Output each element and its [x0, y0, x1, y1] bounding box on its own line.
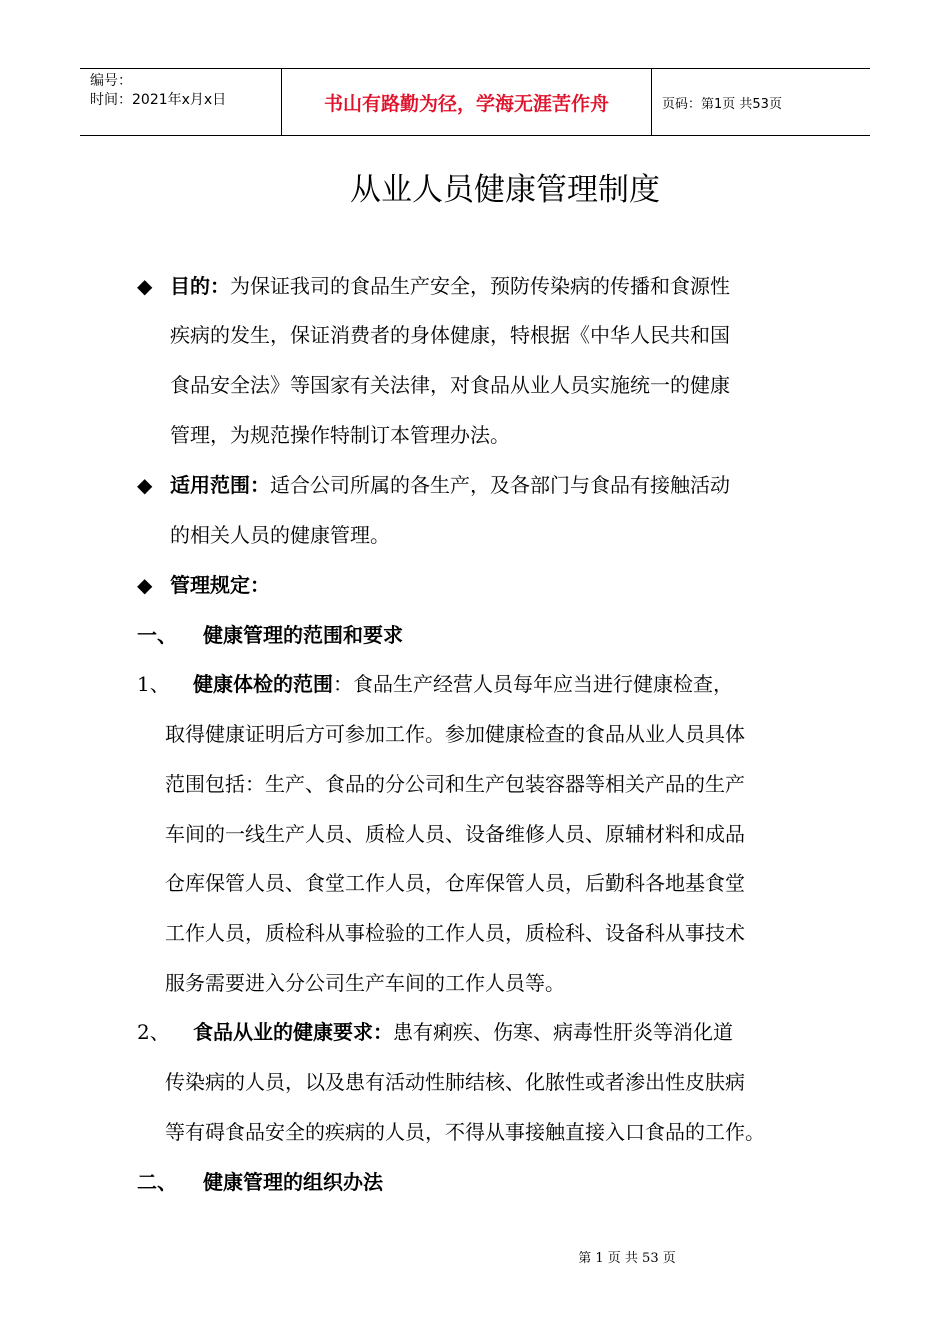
- heading-2-number: 二、: [137, 1170, 177, 1194]
- header-left-cell: [80, 69, 281, 135]
- header-page-info: 页码：第1页 共53页: [662, 96, 782, 112]
- bullet-purpose-icon: ◆: [137, 274, 153, 298]
- item-2-line-1: [193, 1019, 733, 1045]
- purpose-line-2: 疾病的发生，保证消费者的身体健康，特根据《中华人民共和国: [170, 323, 730, 347]
- heading-2-text: 健康管理的组织办法: [203, 1170, 383, 1194]
- item-1-line-6: 工作人员，质检科从事检验的工作人员，质检科、设备科从事技术: [165, 921, 745, 945]
- item-1-label: 健康体检的范围: [193, 672, 333, 696]
- purpose-line-4: 管理，为规范操作特制订本管理办法。: [170, 423, 510, 447]
- bullet-rules-icon: ◆: [137, 573, 153, 597]
- page-footer: 第 1 页 共 53 页: [578, 1251, 676, 1266]
- scope-label: 适用范围：: [170, 473, 270, 497]
- item-2-number: 2、: [137, 1020, 170, 1044]
- item-1-number: 1、: [137, 672, 170, 696]
- item-1-line-2: 取得健康证明后方可参加工作。参加健康检查的食品从业人员具体: [165, 722, 745, 746]
- rules-label: 管理规定：: [170, 573, 270, 597]
- header-table: [80, 68, 870, 136]
- item-1-line-1: [193, 671, 733, 697]
- item-1-text-1: ：食品生产经营人员每年应当进行健康检查，: [333, 672, 733, 696]
- item-2-line-3: 等有碍食品安全的疾病的人员，不得从事接触直接入口食品的工作。: [165, 1120, 765, 1144]
- header-motto: 书山有路勤为径，学海无涯苦作舟: [281, 69, 652, 135]
- item-2-line-2: 传染病的人员，以及患有活动性肺结核、化脓性或者渗出性皮肤病: [165, 1070, 745, 1094]
- item-2-text-1: 患有痢疾、伤寒、病毒性肝炎等消化道: [393, 1020, 733, 1044]
- item-1-line-4: 车间的一线生产人员、质检人员、设备维修人员、原辅材料和成品: [165, 822, 745, 846]
- purpose-line-3: 食品安全法》等国家有关法律，对食品从业人员实施统一的健康: [170, 373, 730, 397]
- item-1-line-5: 仓库保管人员、食堂工作人员，仓库保管人员，后勤科各地基食堂: [165, 871, 745, 895]
- purpose-label: 目的：: [170, 274, 230, 298]
- purpose-text-1: 为保证我司的食品生产安全，预防传染病的传播和食源性: [230, 274, 730, 298]
- item-2-label: 食品从业的健康要求：: [193, 1020, 393, 1044]
- scope-text-1: 适合公司所属的各生产，及各部门与食品有接触活动: [270, 473, 730, 497]
- scope-line-2: 的相关人员的健康管理。: [170, 523, 390, 547]
- document-title: 从业人员健康管理制度: [350, 172, 660, 208]
- time-label: 时间：2021年x月x日: [90, 92, 227, 108]
- item-1-line-3: 范围包括：生产、食品的分公司和生产包装容器等相关产品的生产: [165, 772, 745, 796]
- number-label: 编号：: [90, 73, 132, 89]
- heading-1-number: 一、: [137, 623, 177, 647]
- heading-1-text: 健康管理的范围和要求: [203, 623, 403, 647]
- purpose-line-1: [170, 273, 730, 299]
- scope-line-1: [170, 472, 730, 498]
- item-1-line-7: 服务需要进入分公司生产车间的工作人员等。: [165, 971, 565, 995]
- bullet-scope-icon: ◆: [137, 473, 153, 497]
